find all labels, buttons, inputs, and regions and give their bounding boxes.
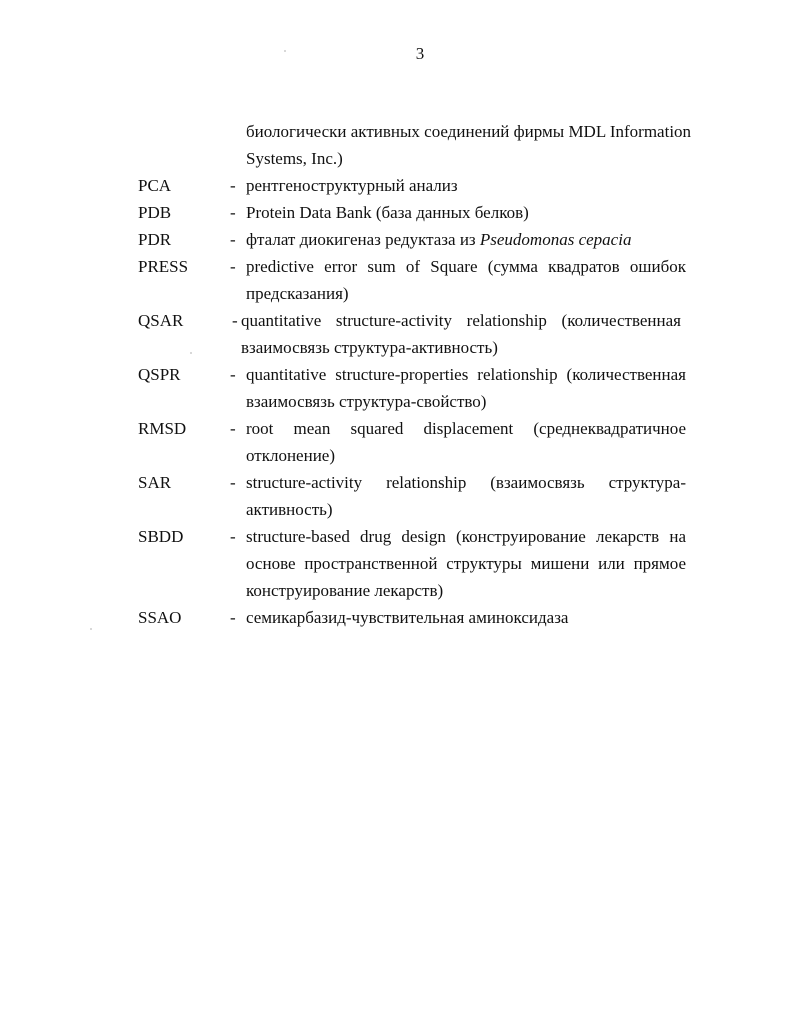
scan-speck xyxy=(190,352,192,354)
definition xyxy=(246,199,686,226)
definition-line: семикарбазид-чувствительная аминоксидаза xyxy=(246,608,569,627)
dash: - xyxy=(230,176,236,195)
definition-line: quantitative structure-properties relationship (количественная xyxy=(246,365,686,384)
abbreviation: SSAO xyxy=(138,608,182,627)
entry-press xyxy=(0,253,796,307)
dash: - xyxy=(230,608,236,627)
entry-ssao xyxy=(0,604,796,631)
definition xyxy=(246,604,686,631)
definition-line: биологически активных соединений фирмы MDL Information xyxy=(246,122,692,141)
dash: - xyxy=(230,230,236,249)
definition-line: взаимосвязь структура-активность) xyxy=(241,338,498,357)
definition xyxy=(241,307,681,361)
definition xyxy=(246,415,686,469)
entry-qspr xyxy=(0,361,796,415)
definition-line: structure-activity relationship (взаимосвязь структура- xyxy=(246,473,686,492)
definition-line: рентгеноструктурный анализ xyxy=(246,176,458,195)
abbreviation: RMSD xyxy=(138,419,187,438)
abbreviation-list xyxy=(0,118,796,631)
definition-text: фталат диокигеназ редуктаза из xyxy=(246,230,480,249)
dash: - xyxy=(230,365,236,384)
abbreviation: PDB xyxy=(138,203,172,222)
dash: - xyxy=(230,203,236,222)
definition xyxy=(246,253,686,307)
definition-line: quantitative structure-activity relationship (количественная xyxy=(241,311,681,330)
abbreviation: PDR xyxy=(138,230,172,249)
definition-line: основе пространственной структуры мишени или прямое xyxy=(246,554,686,573)
dash: - xyxy=(230,527,236,546)
entry-pca xyxy=(0,172,796,199)
continuation-entry xyxy=(0,118,796,172)
definition xyxy=(246,172,686,199)
entry-qsar xyxy=(0,307,796,361)
abbreviation: PRESS xyxy=(138,257,189,276)
dash: - xyxy=(230,473,236,492)
scan-speck xyxy=(284,50,286,52)
definition xyxy=(246,361,686,415)
definition xyxy=(246,469,686,523)
page-number: 3 xyxy=(415,44,425,63)
continuation-definition xyxy=(246,118,692,172)
species-name: Pseudomonas cepacia xyxy=(479,230,632,249)
definition-line: предсказания) xyxy=(246,284,349,303)
entry-pdb xyxy=(0,199,796,226)
definition-line: predictive error sum of Square (сумма квадратов ошибок xyxy=(246,257,686,276)
definition xyxy=(246,226,686,253)
dash: - xyxy=(230,257,236,276)
entry-sbdd xyxy=(0,523,796,604)
abbreviation: PCA xyxy=(138,176,172,195)
definition-line: structure-based drug design (конструирование лекарств на xyxy=(246,527,686,546)
definition-line: активность) xyxy=(246,500,333,519)
definition-line: root mean squared displacement (среднеквадратичное xyxy=(246,419,686,438)
entry-pdr xyxy=(0,226,796,253)
dash: - xyxy=(232,311,238,330)
definition-line: Protein Data Bank (база данных белков) xyxy=(246,203,529,222)
definition-line: Systems, Inc.) xyxy=(246,149,343,168)
abbreviation: SAR xyxy=(138,473,172,492)
abbreviation: SBDD xyxy=(138,527,184,546)
definition xyxy=(246,523,686,604)
dash: - xyxy=(230,419,236,438)
entry-sar xyxy=(0,469,796,523)
definition-line: взаимосвязь структура-свойство) xyxy=(246,392,487,411)
abbreviation: QSAR xyxy=(138,311,184,330)
definition-line: конструирование лекарств) xyxy=(246,581,444,600)
definition-line: отклонение) xyxy=(246,446,335,465)
scan-speck xyxy=(90,628,92,630)
abbreviation: QSPR xyxy=(138,365,181,384)
definition-line xyxy=(246,226,686,253)
entry-rmsd xyxy=(0,415,796,469)
